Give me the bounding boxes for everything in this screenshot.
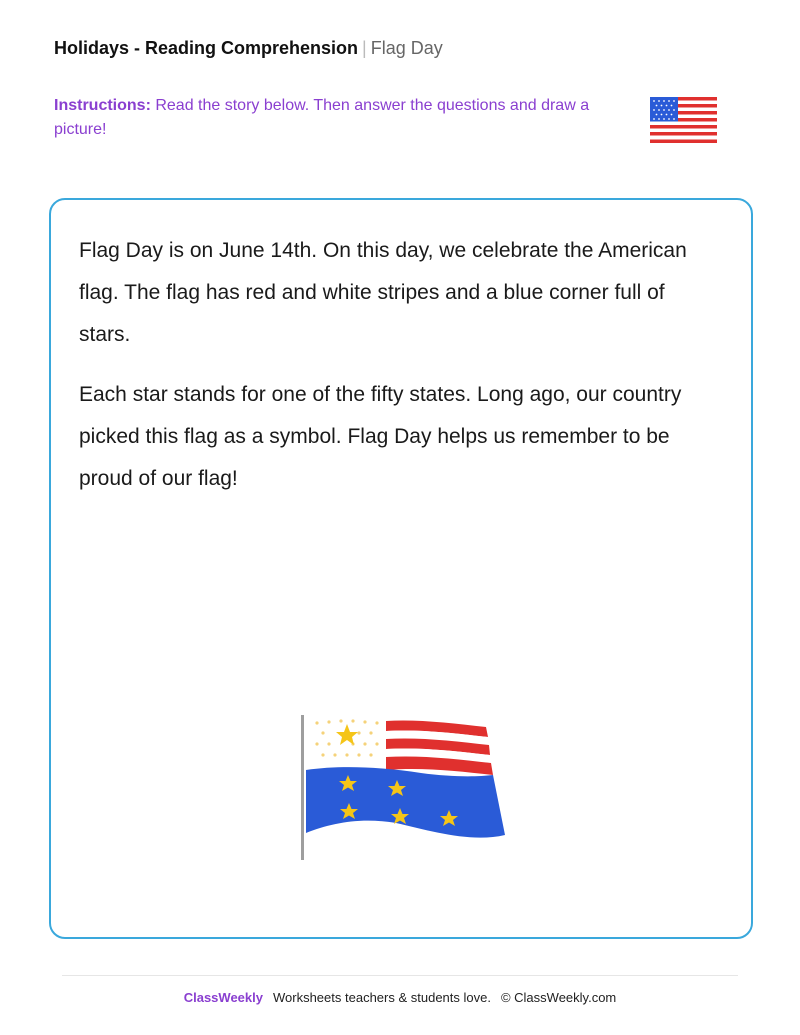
title-separator: |: [362, 38, 367, 58]
page-title: Holidays - Reading Comprehension: [54, 38, 359, 58]
page-subtitle: Flag Day: [370, 38, 443, 58]
story-paragraph-2: Each star stands for one of the fifty states. Long ago, our country picked this flag as a symbol. Flag Day helps us remember to be proud of our flag!: [79, 383, 682, 490]
footer-brand[interactable]: ClassWeekly: [183, 990, 263, 1005]
page-footer: [0, 990, 800, 1005]
footer-copyright: © ClassWeekly.com: [500, 990, 617, 1005]
footer-divider: [62, 975, 738, 976]
page-header: [54, 37, 443, 59]
footer-tagline: Worksheets teachers & students love.: [272, 990, 491, 1005]
story-paragraph-1: Flag Day is on June 14th. On this day, we celebrate the American flag. The flag has red and white stripes and a blue corner full of stars.: [79, 239, 687, 346]
instructions-label: Instructions:: [54, 97, 151, 114]
waving-flag-illustration: [301, 715, 511, 860]
story-box: [49, 198, 753, 939]
instructions-text: Read the story below. Then answer the questions and draw a picture!: [54, 97, 590, 138]
us-flag-icon: [650, 97, 717, 143]
story-text: [79, 230, 699, 518]
instructions: [54, 94, 614, 142]
